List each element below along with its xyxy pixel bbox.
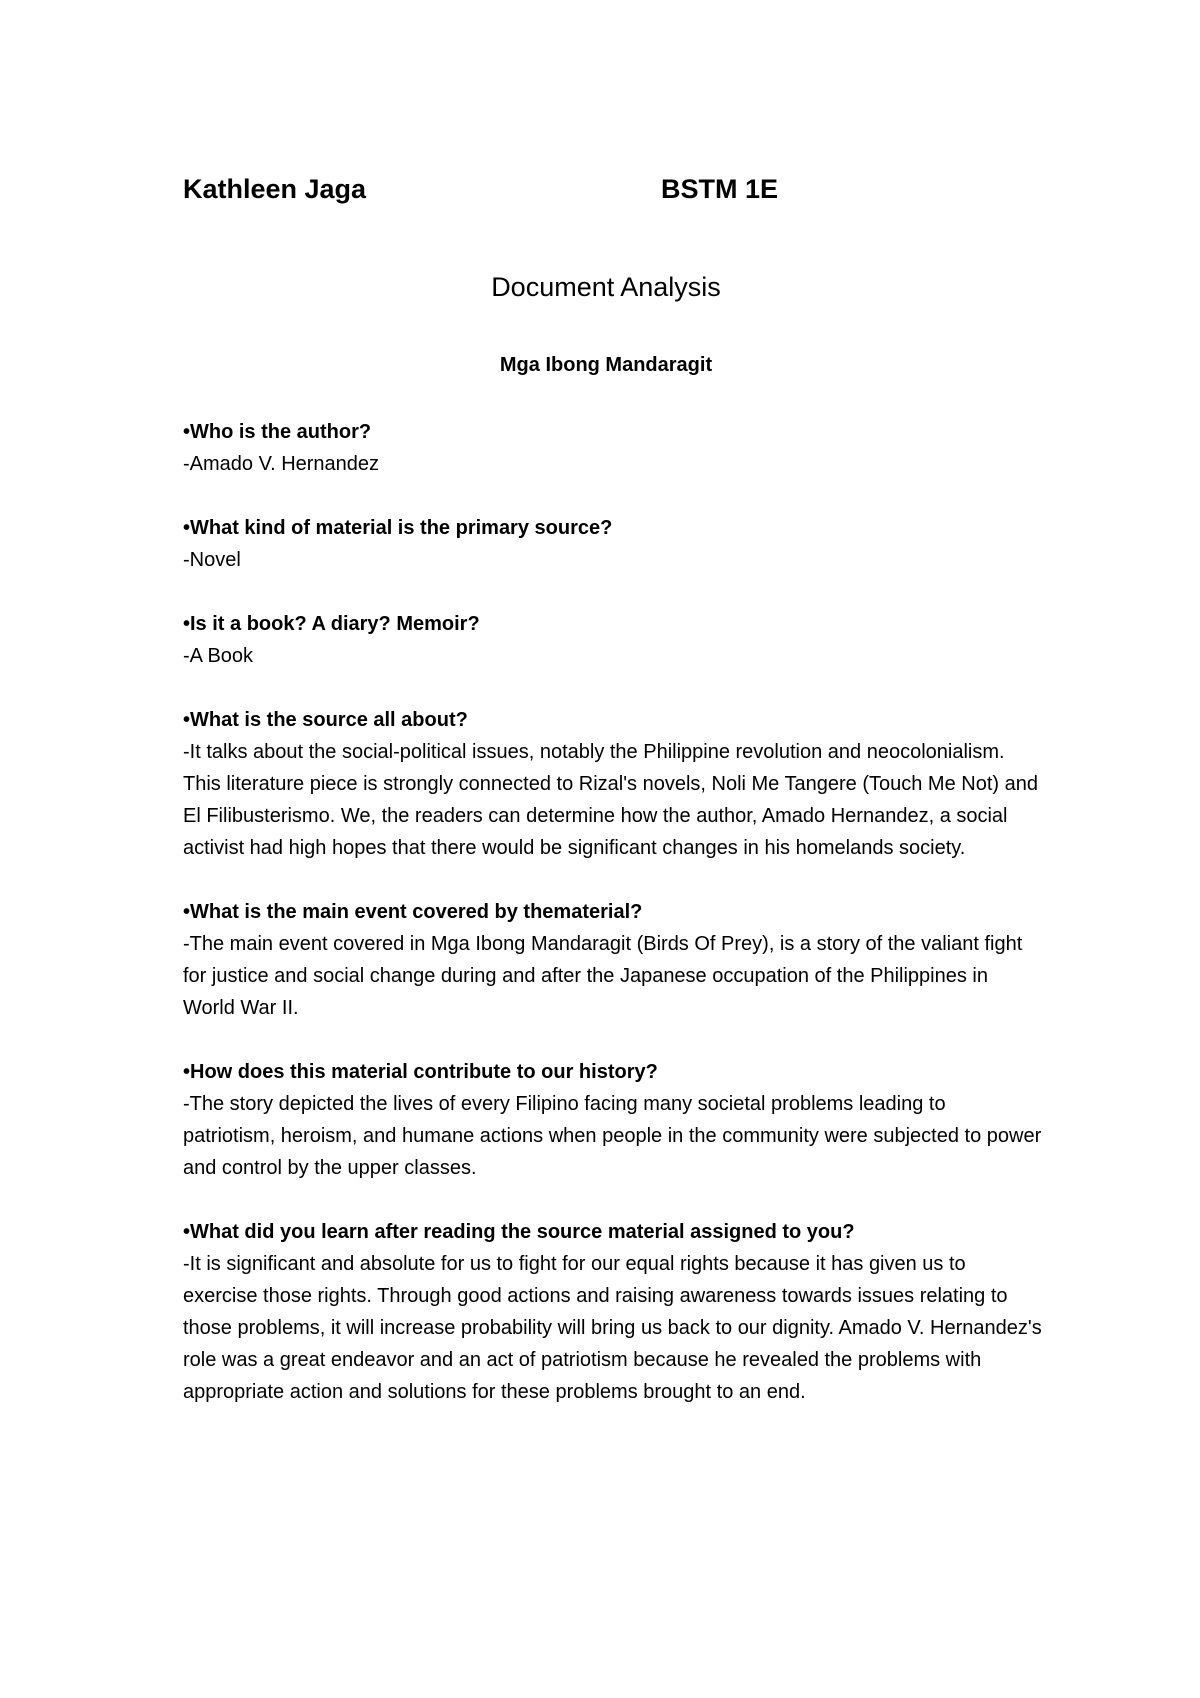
answer-lesson-learned: -It is significant and absolute for us to fight for our equal rights because it has given us to exercise those rights. Through good actions and raising awareness towards issues relating to those problems, it will increase probability will bring us back to our dignity. Amado V. Hernandez's role was a great endeavor and an act of patriotism because he revealed the problems with appropriate action and solutions for these problems brought to an end. bbox=[183, 1253, 1042, 1403]
document-subtitle: Mga Ibong Mandaragit bbox=[499, 354, 713, 376]
answer-book-type: -A Book bbox=[183, 645, 254, 667]
answer-author: -Amado V. Hernandez bbox=[183, 453, 380, 475]
qa-item-material-kind bbox=[183, 512, 1043, 576]
document-title: Document Analysis bbox=[491, 272, 721, 302]
question-history-contribution: •How does this material contribute to our history? bbox=[183, 1061, 658, 1083]
answer-main-event: -The main event covered in Mga Ibong Mandaragit (Birds Of Prey), is a story of the valiant fight for justice and social change during and after the Japanese occupation of the Philippines in World War II. bbox=[183, 933, 1023, 1019]
answer-material-kind: -Novel bbox=[183, 549, 241, 571]
qa-item-source-about bbox=[183, 704, 1043, 864]
qa-item-lesson-learned bbox=[183, 1216, 1043, 1408]
question-author: •Who is the author? bbox=[183, 421, 372, 443]
header-row bbox=[183, 174, 1083, 214]
qa-item-history-contribution bbox=[183, 1056, 1043, 1184]
qa-item-author bbox=[183, 416, 1043, 480]
answer-history-contribution: -The story depicted the lives of every Filipino facing many societal problems leading to patriotism, heroism, and humane actions when people in the community were subjected to power and control by the upper classes. bbox=[183, 1093, 1042, 1179]
qa-item-book-type bbox=[183, 608, 1043, 672]
qa-list bbox=[183, 416, 1043, 1440]
question-source-about: •What is the source all about? bbox=[183, 709, 468, 731]
answer-source-about: -It talks about the social-political issues, notably the Philippine revolution and neocolonialism. This literature piece is strongly connected to Rizal's novels, Noli Me Tangere (Touch Me Not) and El Filibusterismo. We, the readers can determine how the author, Amado Hernandez, a social activist had high hopes that there would be significant changes in his homelands society. bbox=[183, 741, 1038, 859]
question-material-kind: •What kind of material is the primary source? bbox=[183, 517, 613, 539]
student-name: Kathleen Jaga bbox=[183, 174, 367, 204]
qa-item-main-event bbox=[183, 896, 1043, 1024]
class-section: BSTM 1E bbox=[661, 174, 779, 204]
question-book-type: •Is it a book? A diary? Memoir? bbox=[183, 613, 480, 635]
question-lesson-learned: •What did you learn after reading the source material assigned to you? bbox=[183, 1221, 855, 1243]
question-main-event: •What is the main event covered by thematerial? bbox=[183, 901, 643, 923]
